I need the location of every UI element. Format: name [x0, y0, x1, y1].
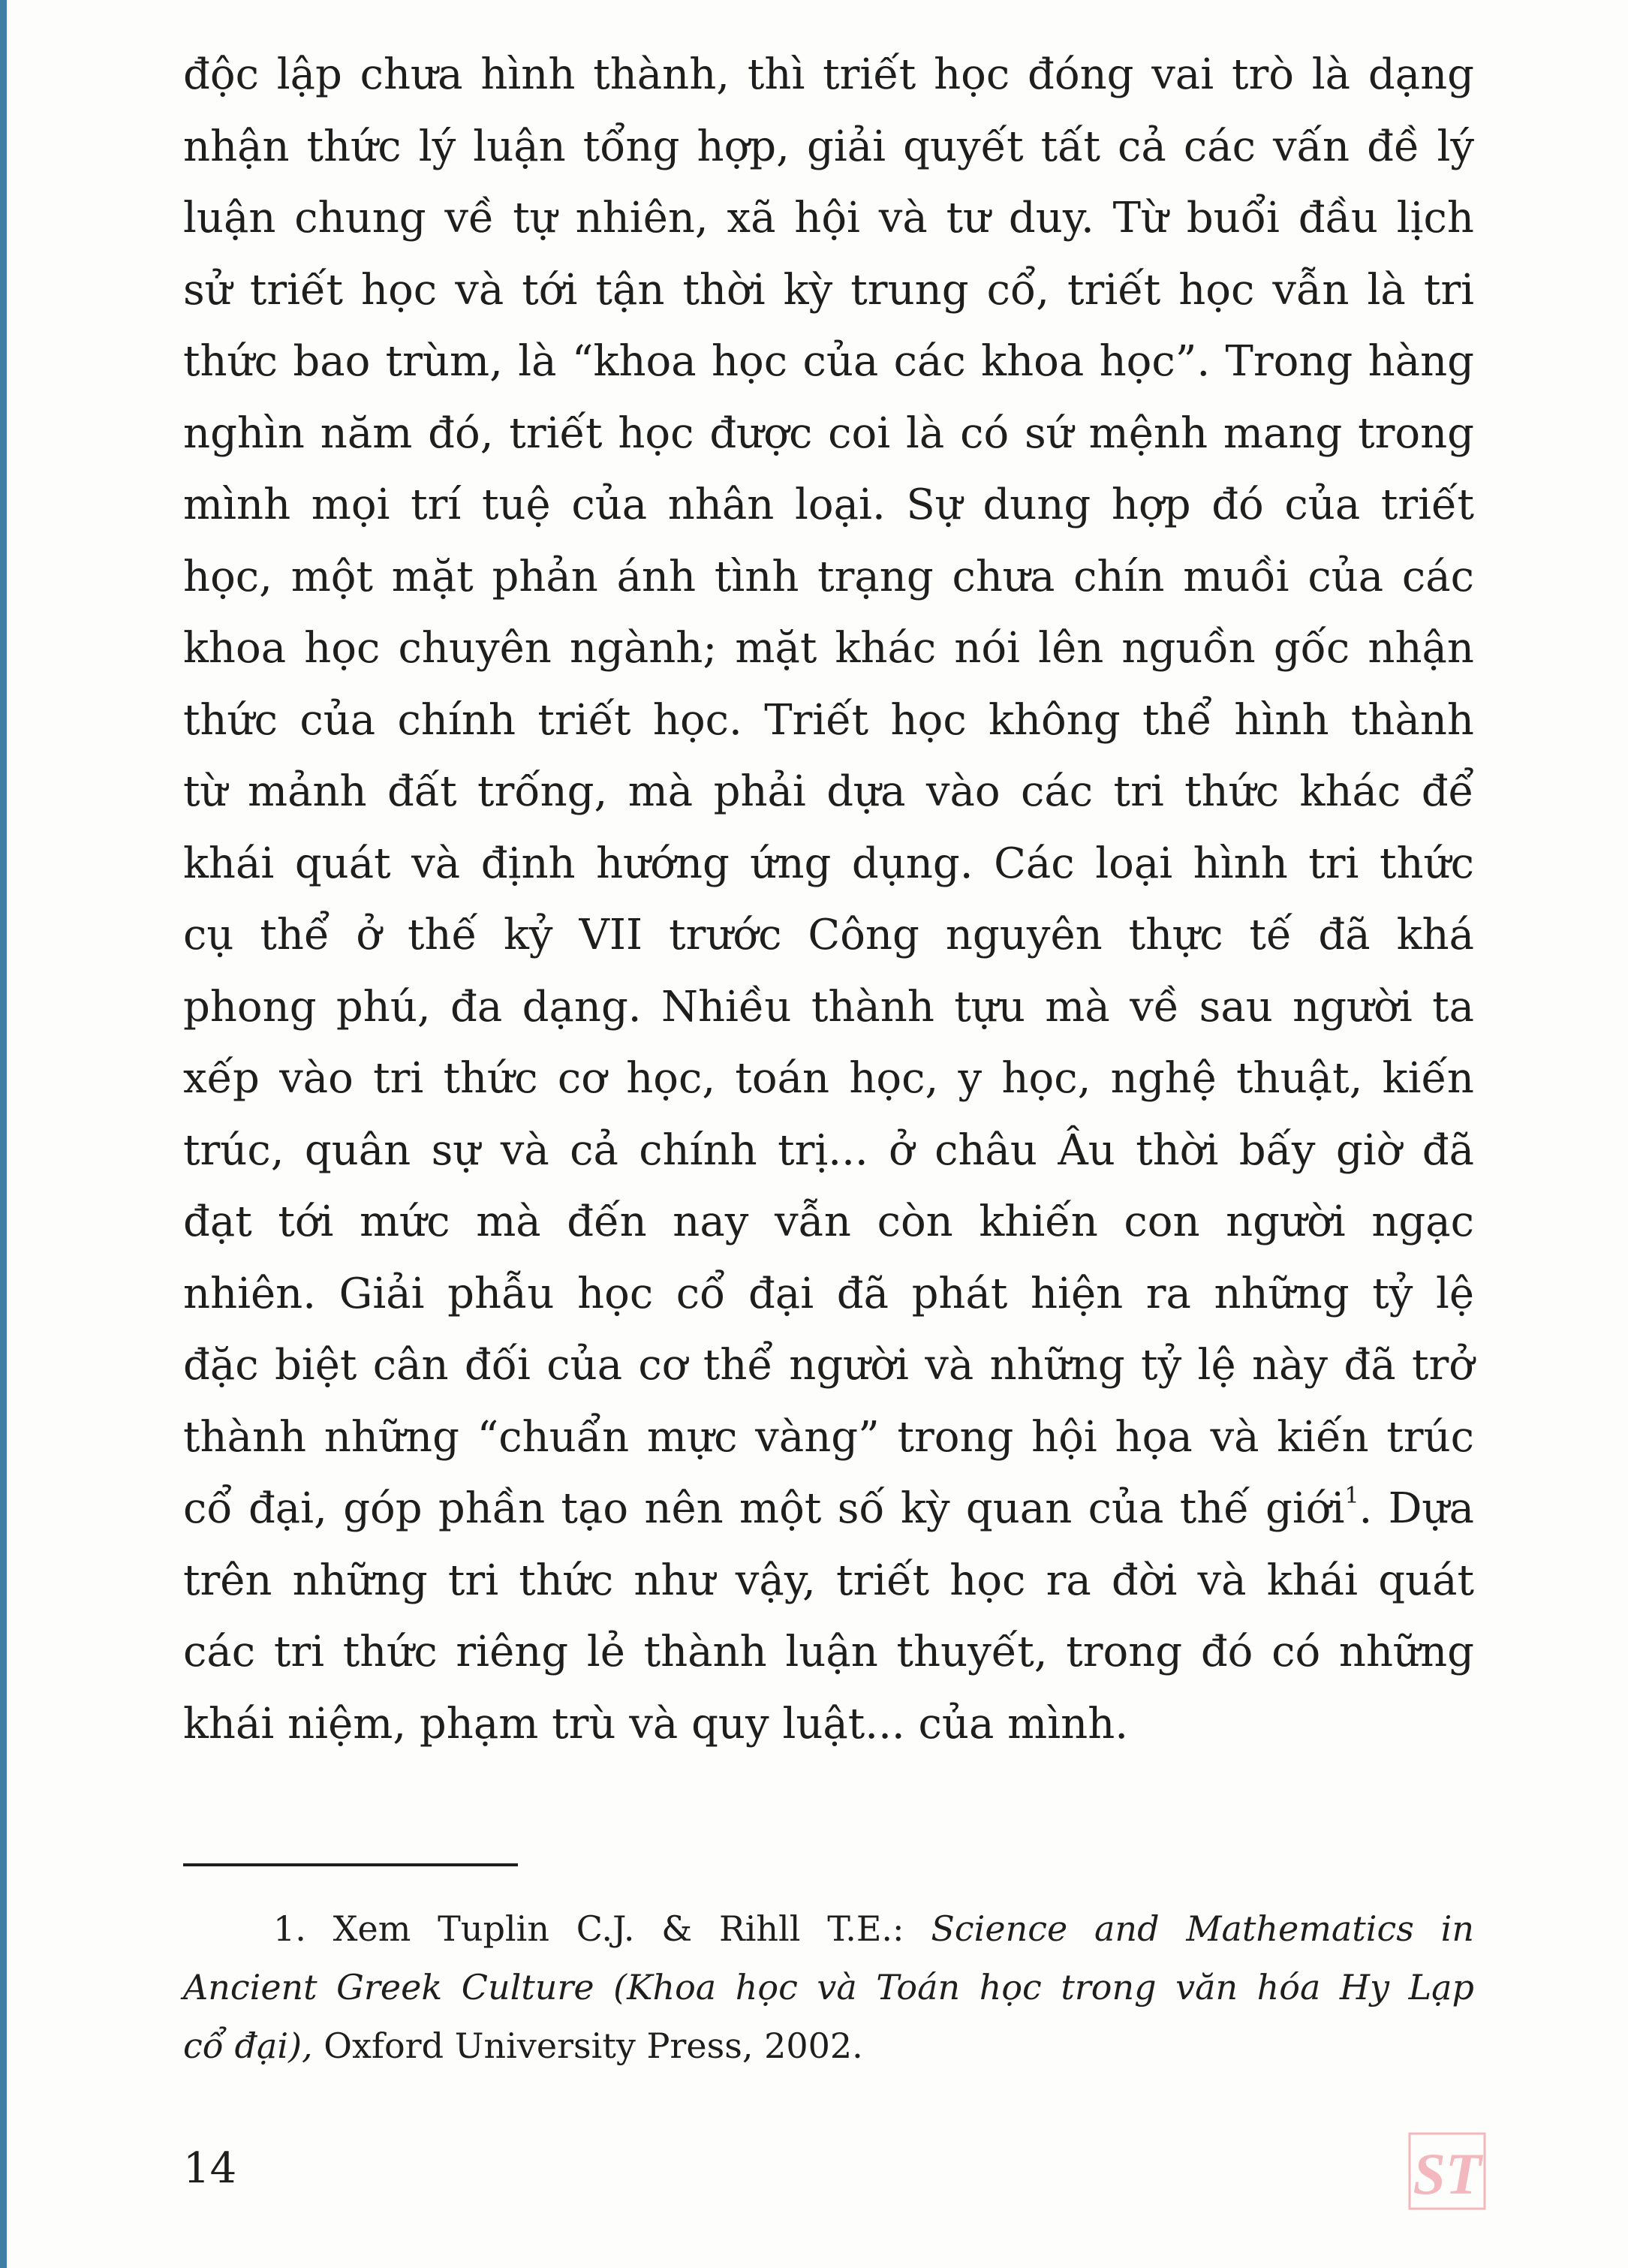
text-line: phong phú, đa dạng. Nhiều thành tựu mà về sau người ta — [183, 982, 1474, 1032]
text-line: thành những “chuẩn mực vàng” trong hội họa và kiến trúc — [183, 1412, 1474, 1462]
text-line: thức bao trùm, là “khoa học của các khoa học”. Trong hàng — [183, 337, 1474, 386]
footnote-title: cổ đại), — [183, 2026, 313, 2066]
text-line: trên những tri thức như vậy, triết học ra đời và khái quát — [183, 1556, 1474, 1605]
text-segment: . Dựa — [1359, 1484, 1474, 1533]
publisher-logo — [1407, 2129, 1488, 2213]
text-segment: cổ đại, góp phần tạo nên một số kỳ quan của thế giới — [183, 1484, 1345, 1533]
text-line: từ mảnh đất trống, mà phải dựa vào các tri thức khác để — [183, 767, 1474, 816]
text-line: nghìn năm đó, triết học được coi là có sứ mệnh mang trong — [183, 408, 1474, 458]
text-line: học, một mặt phản ánh tình trạng chưa chín muồi của các — [183, 552, 1474, 601]
logo-letters: ST — [1413, 2141, 1482, 2206]
text-line: sử triết học và tới tận thời kỳ trung cổ, triết học vẫn là tri — [183, 265, 1474, 315]
page-edge-stripe — [0, 0, 7, 2268]
footnote-reference[interactable]: 1 — [1344, 1483, 1359, 1509]
footnote-title: Ancient Greek Culture (Khoa học và Toán học trong văn hóa Hy Lạp — [183, 1967, 1474, 2007]
body-text — [183, 39, 1474, 1760]
footnote-title: Science and Mathematics in — [931, 1908, 1474, 1949]
text-line: trúc, quân sự và cả chính trị... ở châu Âu thời bấy giờ đã — [183, 1125, 1474, 1175]
footnote-text: Oxford University Press, 2002. — [312, 2026, 863, 2066]
text-line: độc lập chưa hình thành, thì triết học đóng vai trò là dạng — [183, 50, 1474, 99]
text-line: thức của chính triết học. Triết học không thể hình thành — [183, 695, 1474, 745]
text-line: nhận thức lý luận tổng hợp, giải quyết tất cả các vấn đề lý — [183, 122, 1474, 171]
footnote-text: 1. Xem Tuplin C.J. & Rihll T.E.: — [273, 1908, 931, 1949]
text-line: các tri thức riêng lẻ thành luận thuyết, trong đó có những — [183, 1628, 1474, 1676]
footnote-line — [183, 1958, 1474, 2017]
footnote-line — [183, 1899, 1474, 1958]
text-line: xếp vào tri thức cơ học, toán học, y học, nghệ thuật, kiến — [183, 1054, 1474, 1103]
text-line: cụ thể ở thế kỷ VII trước Công nguyên thực tế đã khá — [183, 911, 1474, 959]
footnote-line — [183, 2017, 1474, 2075]
footnote — [183, 1899, 1474, 2075]
text-line: khoa học chuyên ngành; mặt khác nói lên nguồn gốc nhận — [183, 624, 1474, 673]
text-line-with-footnote-ref — [183, 1473, 1474, 1545]
footnote-divider — [183, 1863, 518, 1866]
page-number: 14 — [183, 2144, 237, 2193]
text-line: nhiên. Giải phẫu học cổ đại đã phát hiện ra những tỷ lệ — [183, 1269, 1474, 1318]
text-line: đạt tới mức mà đến nay vẫn còn khiến con người ngạc — [183, 1197, 1474, 1246]
text-line: đặc biệt cân đối của cơ thể người và những tỷ lệ này đã trở — [183, 1341, 1474, 1390]
text-line: mình mọi trí tuệ của nhân loại. Sự dung hợp đó của triết — [183, 480, 1474, 529]
text-line: khái quát và định hướng ứng dụng. Các loại hình tri thức — [183, 839, 1474, 888]
text-line: khái niệm, phạm trù và quy luật... của mình. — [183, 1699, 1129, 1748]
text-line: luận chung về tự nhiên, xã hội và tư duy. Từ buổi đầu lịch — [183, 194, 1474, 242]
